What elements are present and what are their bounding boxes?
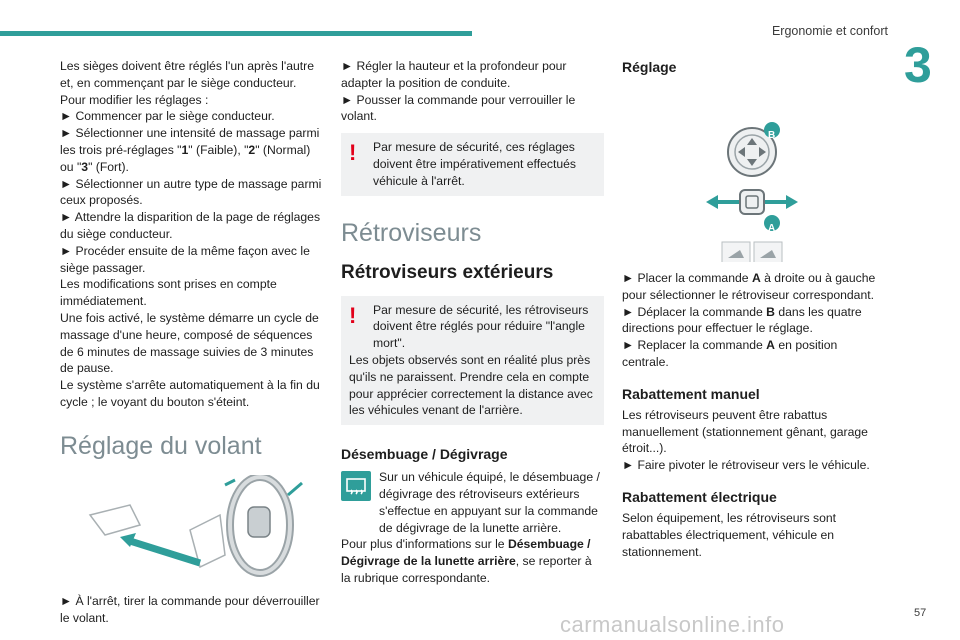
heading-desembuage: Désembuage / Dégivrage [341, 446, 508, 463]
paragraph: Selon équipement, les rétroviseurs sont rabattables électriquement, véhicule en stationnement. [622, 510, 837, 559]
bullet-item [622, 304, 884, 338]
watermark: carmanualsonline.info [560, 612, 785, 637]
bullet-item [622, 270, 884, 304]
bullet-item: ► À l'arrêt, tirer la commande pour déverrouiller le volant. [60, 593, 322, 627]
text: " (Fort). [88, 159, 129, 174]
bullet-item: ► Sélectionner un autre type de massage parmi ceux proposés. [60, 176, 322, 210]
paragraph: Pour modifier les réglages : [60, 92, 209, 107]
text: Sélectionner une intensité de massage parmi les trois pré-réglages " [60, 126, 320, 157]
heading-retroviseurs-exterieurs: Rétroviseurs extérieurs [341, 261, 554, 283]
label-a: A [768, 223, 776, 234]
paragraph: Les rétroviseurs peuvent être rabattus manuellement (stationnement gênant, garage étroit...). [622, 407, 868, 456]
preset-2: 2 [248, 142, 256, 157]
label-b: B [768, 130, 776, 141]
bullet-item: ► Attendre la disparition de la page de réglages du siège conducteur. [60, 209, 322, 243]
warning-text: Par mesure de sécurité, les rétroviseurs doivent être réglés pour réduire "l'angle mort". [373, 302, 589, 351]
heading-retroviseurs: Rétroviseurs [341, 218, 482, 247]
warning-text: Par mesure de sécurité, ces réglages doivent être impérativement effectués véhicule à l'arrêt. [373, 140, 577, 188]
bullet-item: ► Pousser la commande pour verrouiller le volant. [341, 92, 604, 126]
bullet-item [622, 337, 884, 371]
column-3 [622, 58, 884, 560]
paragraph [341, 536, 604, 586]
bold-text: A [766, 338, 775, 353]
text: Placer la commande [637, 271, 752, 285]
section-title: Ergonomie et confort [771, 24, 888, 38]
steering-wheel-icon [60, 475, 322, 583]
header-accent-bar [0, 31, 472, 36]
paragraph: Les modifications sont prises en compte immédiatement. [60, 277, 277, 309]
warning-box [341, 296, 604, 426]
text: Pour plus d'informations sur le [341, 537, 508, 552]
warning-icon: ! [349, 140, 357, 166]
paragraph: Les sièges doivent être réglés l'un après l'autre et, en commençant par le siège conducteur. [60, 59, 314, 90]
preset-3: 3 [81, 159, 89, 174]
chapter-number: 3 [904, 37, 932, 93]
mirror-control-icon [622, 82, 884, 262]
bullet-item: ► Procéder ensuite de la même façon avec le siège passager. [60, 243, 322, 277]
mirror-control-illustration [622, 82, 884, 262]
heading-rabattement-manuel: Rabattement manuel [622, 385, 760, 402]
preset-1: 1 [181, 142, 189, 157]
paragraph: Sur un véhicule équipé, le désembuage / dégivrage des rétroviseurs extérieurs s'effectue en appuyant sur la commande de dégivrage de la lunette arrière. [379, 470, 600, 535]
heading-reglage-volant: Réglage du volant [60, 431, 262, 460]
text: dans les quatre directions pour effectuer le réglage. [622, 304, 862, 336]
text: à droite ou à gauche pour sélectionner le rétroviseur correspondant. [622, 271, 876, 302]
bold-text: B [766, 304, 775, 319]
bullet-item: ► Commencer par le siège conducteur. [60, 108, 322, 125]
page-number: 57 [914, 607, 927, 619]
bullet-item: ► Régler la hauteur et la profondeur pour adapter la position de conduite. [341, 58, 604, 92]
text: en position centrale. [622, 338, 838, 369]
defrost-block [341, 469, 604, 536]
warning-text: Les objets observés sont en réalité plus près qu'ils ne paraissent. Prendre cela en compte pour apprécier correctement la distance avec les véhicules venant de l'arrière. [349, 352, 593, 418]
text: Déplacer la commande [637, 304, 767, 319]
bold-text: Désembuage / Dégivrage de la lunette arrière [341, 537, 591, 569]
text: , se reporter à la rubrique correspondante. [341, 554, 592, 585]
column-2 [341, 58, 604, 587]
heading-rabattement-electrique: Rabattement électrique [622, 488, 777, 505]
bullet-item [60, 125, 322, 175]
text: " (Faible), " [188, 142, 249, 157]
bold-text: A [751, 271, 761, 285]
text: Replacer la commande [637, 338, 767, 353]
rear-defrost-icon [341, 471, 371, 501]
column-1 [60, 58, 322, 626]
paragraph: Le système s'arrête automatiquement à la fin du cycle ; le voyant du bouton s'éteint. [60, 378, 320, 409]
warning-box [341, 133, 604, 195]
paragraph: Une fois activé, le système démarre un cycle de massage d'une heure, composé de séquences de 6 minutes de massage suivies de 3 minutes de pause. [60, 310, 319, 376]
warning-icon: ! [349, 302, 357, 328]
steering-wheel-illustration [60, 475, 322, 583]
text: " (Normal) ou " [60, 142, 311, 174]
bullet-item: ► Faire pivoter le rétroviseur vers le véhicule. [622, 457, 884, 474]
heading-reglage: Réglage [622, 59, 677, 75]
